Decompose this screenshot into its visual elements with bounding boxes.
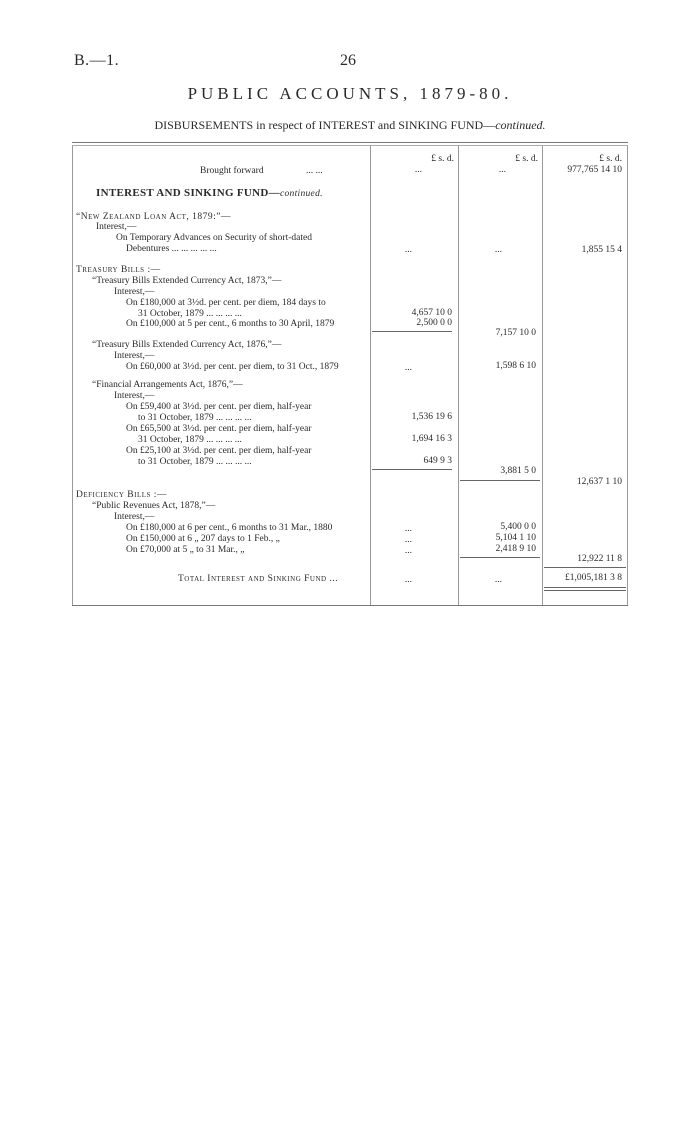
- cell-value: ...: [404, 546, 412, 556]
- cell-value: ...: [404, 524, 412, 534]
- item-line: On £180,000 at 6 per cent., 6 months to 31 Mar., 1880: [126, 523, 333, 533]
- interest-label: Interest,—: [114, 287, 155, 297]
- treasury-bills-total: 12,637 1 10: [576, 477, 622, 487]
- treasury-bills-heading: Treasury Bills :—: [76, 265, 161, 275]
- item-line: On £180,000 at 3½d. per cent. per diem, 184 days to: [126, 298, 326, 308]
- cell-value: ...: [494, 575, 502, 585]
- cell-value: 5,400 0 0: [500, 522, 536, 532]
- cell-value: 2,418 9 10: [495, 544, 536, 554]
- cell-value: 2,500 0 0: [416, 318, 452, 328]
- item-line: On £150,000 at 6 „ 207 days to 1 Feb., „: [126, 534, 280, 544]
- page-subtitle: [0, 118, 700, 133]
- item-line: to 31 October, 1879 ... ... ... ...: [138, 457, 252, 467]
- cell-value: ...: [404, 245, 412, 255]
- total-rule: [544, 567, 626, 568]
- column-header: £ s. d.: [515, 154, 538, 164]
- act-heading: “Treasury Bills Extended Currency Act, 1876,”—: [92, 340, 282, 350]
- section-continued: continued.: [279, 189, 323, 199]
- item-line: 31 October, 1879 ... ... ... ...: [138, 435, 242, 445]
- interest-label: Interest,—: [114, 351, 155, 361]
- table-top-rule: [72, 142, 628, 143]
- page-title: PUBLIC ACCOUNTS, 1879-80.: [187, 84, 513, 103]
- nz-loan-amount: 1,855 15 4: [581, 245, 622, 255]
- nz-loan-line: Debentures ... ... ... ... ...: [126, 244, 217, 254]
- subtitle-main: DISBURSEMENTS in respect of INTEREST and SINKING FUND—: [154, 118, 496, 132]
- column-header: £ s. d.: [599, 154, 622, 164]
- item-line: to 31 October, 1879 ... ... ... ...: [138, 413, 252, 423]
- document-reference: B.—1.: [74, 52, 120, 69]
- interest-label: Interest,—: [96, 222, 137, 232]
- table-bottom-rule: [72, 605, 628, 606]
- brought-forward-label: Brought forward: [200, 166, 264, 176]
- item-line: On £60,000 at 3½d. per cent. per diem, to 31 Oct., 1879: [126, 362, 339, 372]
- item-line: 31 October, 1879 ... ... ... ...: [138, 309, 242, 319]
- cell-value: 1,598 6 10: [495, 361, 536, 371]
- page-number: 26: [340, 52, 356, 69]
- accounts-table: [72, 142, 628, 606]
- cell-value: 1,536 19 6: [411, 412, 452, 422]
- interest-label: Interest,—: [114, 391, 155, 401]
- item-line: On £70,000 at 5 „ to 31 Mar., „: [126, 545, 245, 555]
- leader-dots: ... ...: [306, 166, 323, 176]
- cell-value: ...: [404, 575, 412, 585]
- column-header: £ s. d.: [431, 154, 454, 164]
- cell-value: ...: [414, 165, 422, 175]
- deficiency-bills-heading: Deficiency Bills :—: [76, 490, 167, 500]
- interest-label: Interest,—: [114, 512, 155, 522]
- cell-value: 5,104 1 10: [495, 533, 536, 543]
- subtotal-value: 7,157 10 0: [495, 328, 536, 338]
- nz-loan-heading: “New Zealand Loan Act, 1879:”—: [76, 212, 232, 222]
- item-line: On £59,400 at 3½d. per cent. per diem, half-year: [126, 402, 312, 412]
- subtotal-value: 3,881 5 0: [500, 466, 536, 476]
- subtotal-rule: [460, 480, 540, 481]
- table-top-rule-inner: [72, 145, 628, 146]
- cell-value: 649 9 3: [423, 456, 452, 466]
- cell-value: 4,657 10 0: [411, 308, 452, 318]
- deficiency-bills-total: 12,922 11 8: [577, 554, 622, 564]
- brought-forward-amount: 977,765 14 10: [567, 165, 622, 175]
- cell-value: ...: [404, 363, 412, 373]
- column-divider: [627, 146, 628, 605]
- section-title: INTEREST AND SINKING FUND—: [96, 187, 280, 199]
- grand-total-amount: £1,005,181 3 8: [565, 573, 622, 583]
- double-rule: [544, 587, 626, 588]
- cell-value: 1,694 16 3: [411, 434, 452, 444]
- act-heading: “Financial Arrangements Act, 1876,”—: [92, 380, 243, 390]
- act-heading: “Treasury Bills Extended Currency Act, 1873,”—: [92, 276, 282, 286]
- subtitle-continued: continued.: [495, 118, 546, 132]
- column-divider: [542, 146, 543, 605]
- subtotal-rule: [372, 331, 452, 332]
- subtotal-rule: [460, 557, 540, 558]
- item-line: On £100,000 at 5 per cent., 6 months to 30 April, 1879: [126, 319, 335, 329]
- column-divider: [72, 146, 73, 605]
- double-rule: [544, 590, 626, 591]
- cell-value: ...: [404, 535, 412, 545]
- grand-total-label: Total Interest and Sinking Fund ...: [178, 574, 339, 584]
- act-heading: “Public Revenues Act, 1878,”—: [92, 501, 216, 511]
- section-heading: [96, 187, 323, 199]
- cell-value: ...: [498, 165, 506, 175]
- subtotal-rule: [372, 469, 452, 470]
- cell-value: ...: [494, 245, 502, 255]
- item-line: On £65,500 at 3½d. per cent. per diem, half-year: [126, 424, 312, 434]
- nz-loan-line: On Temporary Advances on Security of short-dated: [116, 233, 312, 243]
- item-line: On £25,100 at 3½d. per cent. per diem, half-year: [126, 446, 312, 456]
